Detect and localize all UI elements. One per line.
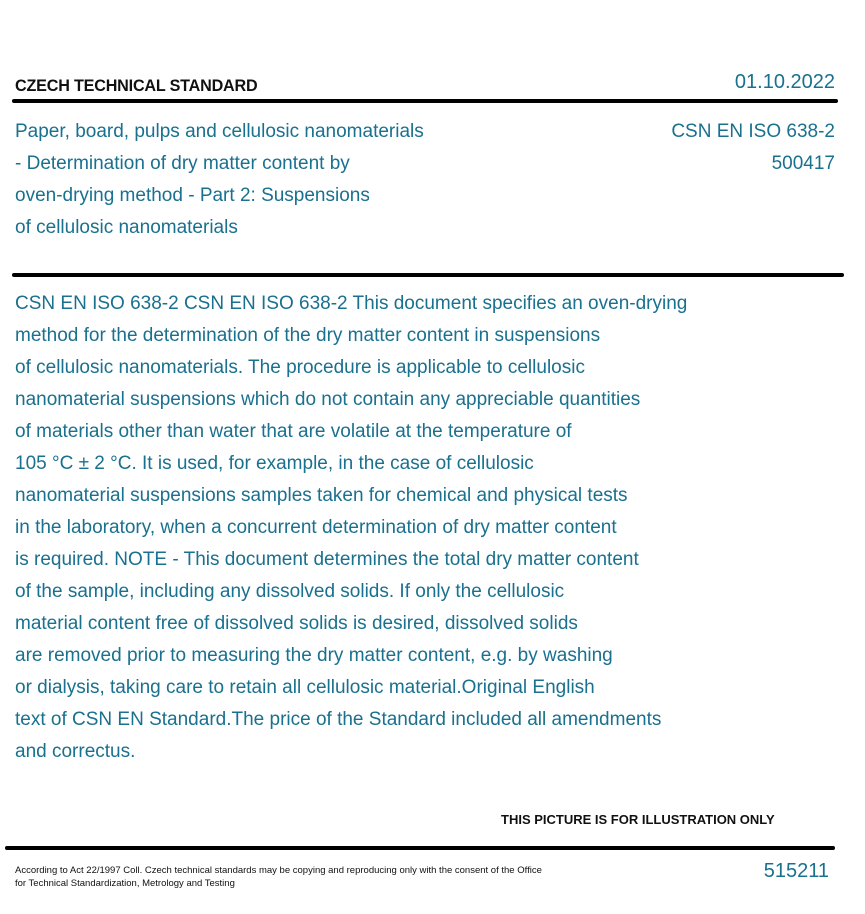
description-line: material content free of dissolved solids is desired, dissolved solids <box>15 613 578 634</box>
description-line: and correctus. <box>15 741 136 762</box>
description <box>15 288 687 768</box>
document-type-heading: CZECH TECHNICAL STANDARD <box>15 76 258 95</box>
description-line: of cellulosic nanomaterials. The procedure is applicable to cellulosic <box>15 357 585 378</box>
illustration-note: THIS PICTURE IS FOR ILLUSTRATION ONLY <box>501 812 775 827</box>
description-line: are removed prior to measuring the dry matter content, e.g. by washing <box>15 645 613 666</box>
description-line: nanomaterial suspensions samples taken for chemical and physical tests <box>15 485 628 506</box>
footer-number: 515211 <box>763 860 829 882</box>
header-divider <box>12 99 838 103</box>
legal-line: for Technical Standardization, Metrology and Testing <box>15 878 235 889</box>
description-line: CSN EN ISO 638-2 CSN EN ISO 638-2 This document specifies an oven-drying <box>15 293 688 314</box>
standard-code: CSN EN ISO 638-2 <box>671 121 835 142</box>
title-line: of cellulosic nanomaterials <box>15 217 238 238</box>
description-line: text of CSN EN Standard.The price of the Standard included all amendments <box>15 709 662 730</box>
title-line: Paper, board, pulps and cellulosic nanomaterials <box>15 121 424 142</box>
title-divider <box>12 273 844 277</box>
legal-line: According to Act 22/1997 Coll. Czech technical standards may be copying and reproducing only with the consent of the Office <box>15 865 542 876</box>
standard-code-block <box>671 116 835 180</box>
publication-date: 01.10.2022 <box>734 71 835 93</box>
footer-divider <box>5 846 835 850</box>
standard-title <box>15 116 424 244</box>
legal-notice <box>15 864 542 890</box>
description-line: of the sample, including any dissolved solids. If only the cellulosic <box>15 581 565 602</box>
description-line: of materials other than water that are volatile at the temperature of <box>15 421 572 442</box>
description-line: nanomaterial suspensions which do not contain any appreciable quantities <box>15 389 641 410</box>
description-line: method for the determination of the dry matter content in suspensions <box>15 325 601 346</box>
description-line: or dialysis, taking care to retain all cellulosic material.Original English <box>15 677 595 698</box>
title-line: - Determination of dry matter content by <box>15 153 350 174</box>
description-line: is required. NOTE - This document determines the total dry matter content <box>15 549 639 570</box>
description-line: in the laboratory, when a concurrent determination of dry matter content <box>15 517 617 538</box>
catalog-number: 500417 <box>771 153 835 174</box>
title-line: oven-drying method - Part 2: Suspensions <box>15 185 370 206</box>
description-line: 105 °C ± 2 °C. It is used, for example, in the case of cellulosic <box>15 453 534 474</box>
